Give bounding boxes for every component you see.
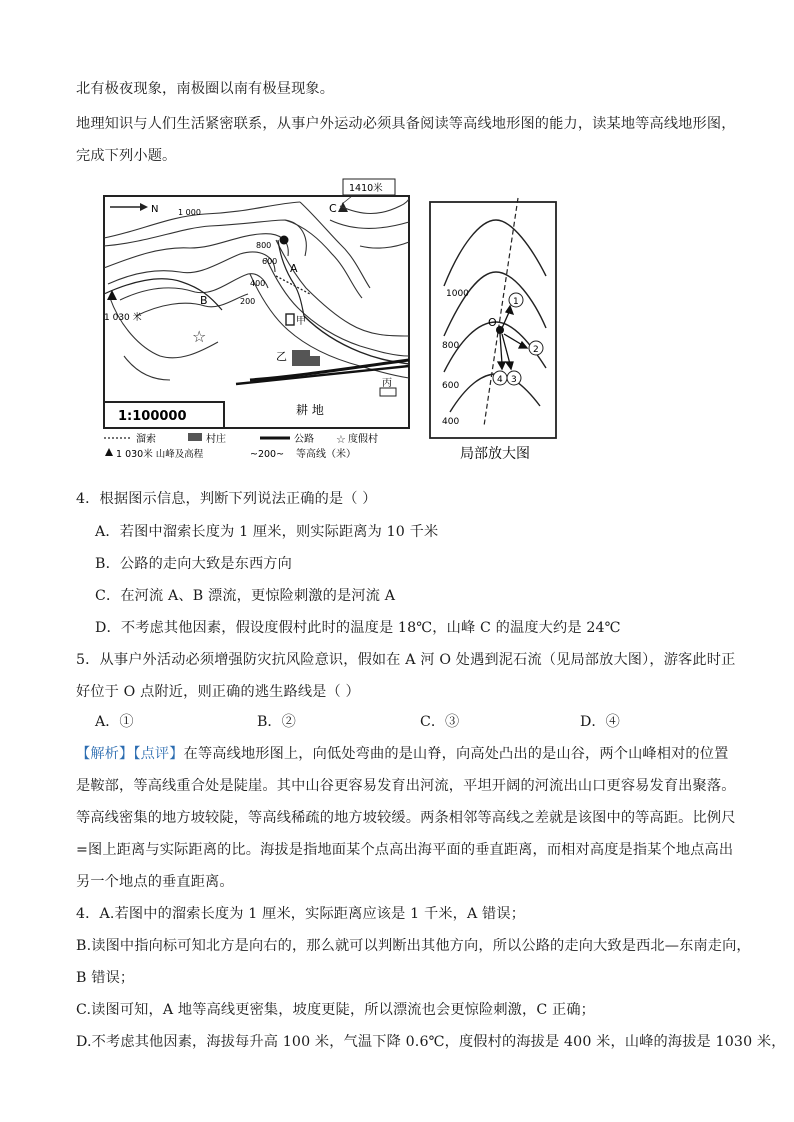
intro-line-2: 地理知识与人们生活紧密联系，从事户外运动必须具备阅读等高线地形图的能力，读某地等高线地形图， [76,116,736,132]
contour-label-200: 200 [240,297,256,306]
north-arrow-icon [140,203,148,211]
cable-line [276,276,310,294]
intro-line-1: 北有极夜现象，南极圈以南有极昼现象。 [76,81,335,97]
inset-title: 局部放大图 [460,446,530,462]
legend-cable: 溜索 [136,434,156,445]
legend-contour-sym: ~200~ [250,449,285,460]
legend-resort-icon: ☆ [336,433,346,446]
legend-village: 村庄 [206,434,226,445]
inset-point-o-label: O [488,316,497,329]
route-2-label: 2 [533,345,539,355]
legend-village-icon [188,433,202,441]
q4-option-a: A．若图中溜索长度为 1 厘米，则实际距离为 10 千米 [95,524,439,540]
answer-line-4: C.读图可知，A 地等高线更密集，坡度更陡，所以漂流也会更惊险刺激，C 正确； [76,1002,596,1018]
answer-line-3: B 错误； [76,970,135,986]
point-b-label: B [200,294,208,307]
village-bing-label: 丙 [382,378,392,389]
inset-contour-600: 600 [442,381,460,391]
peak-c-elev: 1410米 [349,183,383,194]
farmland-label: 耕 地 [296,403,324,417]
route-1-label: 1 [513,297,519,307]
analysis-line-3: 等高线密集的地方坡较陡，等高线稀疏的地方坡较缓。两条相邻等高线之差就是该图中的等高距。比例尺 [76,810,736,826]
answer-line-5: D.不考虑其他因素，海拔每升高 100 米，气温下降 0.6℃，度假村的海拔是 400 米，山峰的海拔是 1030 米， [76,1034,786,1050]
point-a-label: A [290,262,298,275]
peak-c-label: C [329,202,337,215]
village-jia-label: 甲 [296,316,306,327]
analysis-tag: 【解析】【点评】 [76,746,184,762]
inset-map [430,198,556,462]
q4-option-d: D．不考虑其他因素，假设度假村此时的温度是 18℃，山峰 C 的温度大约是 24℃ [95,620,621,636]
q4-stem: 4．根据图示信息，判断下列说法正确的是（ ） [76,491,377,507]
route-3-label: 3 [511,375,517,385]
legend-peak: 1 030米 山峰及高程 [116,449,204,460]
village-jia-icon [286,314,294,325]
q4-option-b: B．公路的走向大致是东西方向 [95,556,292,572]
map-frame [104,196,409,428]
contour-label-600: 600 [262,257,278,266]
q5-option-c: C．③ [420,714,460,730]
inset-contour-1000: 1000 [446,289,469,299]
point-o-dot [280,236,289,245]
q4-option-c: C．在河流 A、B 漂流，更惊险刺激的是河流 A [95,588,396,604]
q5-stem-1: 5．从事户外活动必须增强防灾抗风险意识，假如在 A 河 O 处遇到泥石流（见局部放大图），游客此时正 [76,652,736,668]
legend [104,432,378,460]
route-4-label: 4 [497,375,503,385]
village-yi-label: 乙 [276,350,287,363]
north-label: N [151,204,159,215]
road-line [250,360,409,380]
figure-svg [100,176,570,466]
scale-label: 1:100000 [118,409,187,424]
inset-contour-800: 800 [442,341,460,351]
intro-line-3: 完成下列小题。 [76,148,177,164]
inset-contour-400: 400 [442,417,460,427]
analysis-line-4: =图上距离与实际距离的比。海拔是指地面某个点高出海平面的垂直距离，而相对高度是指某个地点高出 [76,842,734,858]
legend-road: 公路 [294,434,314,445]
contour-label-1000: 1 000 [178,208,201,217]
main-map [104,179,409,428]
q5-option-d: D．④ [580,714,620,730]
contour-label-800: 800 [256,241,272,250]
village-yi-icon [292,350,320,366]
legend-contour: 等高线（米） [296,449,356,460]
q5-option-b: B．② [257,714,296,730]
answer-line-2: B.读图中指向标可知北方是向右的，那么就可以判断出其他方向，所以公路的走向大致是西北—东南走向， [76,938,751,954]
q5-option-a: A．① [95,714,134,730]
resort-star-icon: ☆ [192,327,207,346]
analysis-line-1-text: 在等高线地形图上，向低处弯曲的是山脊，向高处凸出的是山谷，两个山峰相对的位置 [183,746,729,762]
analysis-line-2: 是鞍部，等高线重合处是陡崖。其中山谷更容易发育出河流，平坦开阔的河流出山口更容易发育出聚落。 [76,778,736,794]
village-bing-icon [380,388,396,396]
contour-label-400: 400 [250,279,266,288]
legend-peak-icon [105,448,113,456]
contour-map-figure [100,176,570,470]
answer-line-1: 4．A.若图中的溜索长度为 1 厘米，实际距离应该是 1 千米，A 错误； [76,906,526,922]
peak-left-label: 1 030 米 [104,313,142,323]
rivers [104,240,409,364]
legend-resort: 度假村 [348,434,378,445]
analysis-line-5: 另一个地点的垂直距离。 [76,874,234,890]
analysis-line-1 [76,743,728,763]
q5-stem-2: 好位于 O 点附近，则正确的逃生路线是（ ） [76,684,360,700]
